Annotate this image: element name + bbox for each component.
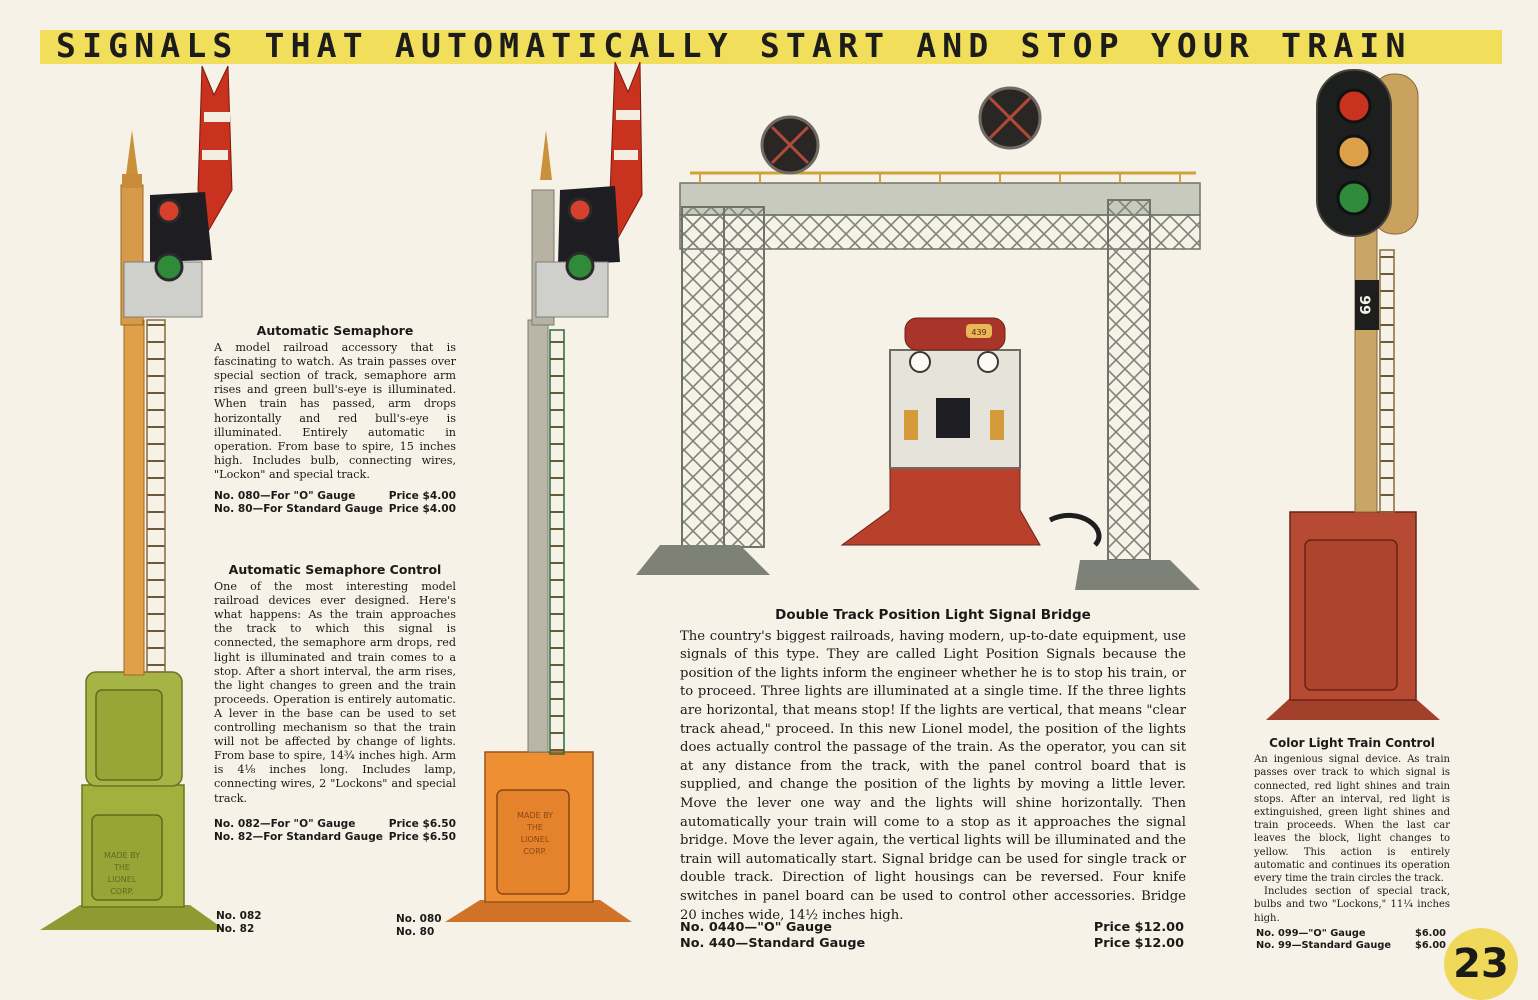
- price-row: No. 82—For Standard Gauge Price $6.50: [214, 831, 456, 844]
- svg-text:MADE BY: MADE BY: [103, 851, 141, 860]
- automatic-semaphore-prices: [214, 490, 456, 516]
- signal-bridge-body: The country's biggest railroads, having modern, up-to-date equipment, use signals of this type. They are called Light Position Signals because the position of the lights inform the engineer whether he is to stop his train, or to proceed. Three lights are illuminated at a single time. If the three lights are horizontal, that means stop! If the lights are vertical, that means "clear track ahead," proceed. In this new Lionel model, the position of the lights does actually control the passage of the train. As the operator, you can sit at any distance from the track, with the panel control board that is supplied, and change the position of the lights by moving a little lever. Move the lever one way and the lights will shine horizontally. Then automatically your train will come to a stop as it approaches the signal bridge. Move the lever again, the vertical lights will be illuminated and the train will automatically start. Signal bridge can be used for single track or double track. Direction of light housings can be reversed. Four knife switches in panel board can be used to control other accessories. Bridge 20 inches wide, 14½ inches high.: [680, 628, 1186, 923]
- page-title: SIGNALS THAT AUTOMATICALLY START AND STOP YOUR TRAIN: [56, 26, 1412, 65]
- price-row: No. 99—Standard Gauge $6.00: [1256, 940, 1446, 951]
- left-signal-catalog-numbers: No. 082 No. 82: [216, 910, 262, 935]
- semaphore-control-body: One of the most interesting model railroad devices ever designed. Here's what happens: As the train approaches the track to which this signal is connected, the semaphore arm drops, red light is illuminated and train comes to a stop. After a short interval, the arm rises, the light changes to green and the train proceeds. Operation is entirely automatic. A lever in the base can be used to set controlling mechanism so that the train will not be affected by change of lights. From base to spire, 14¾ inches high. Arm is 4⅛ inches long. Includes lamp, connecting wires, 2 "Lockons" and special track.: [214, 580, 456, 805]
- svg-text:CORP.: CORP.: [523, 847, 547, 856]
- svg-text:THE: THE: [527, 823, 543, 832]
- semaphore-control-illustration: [40, 66, 232, 930]
- semaphore-control-heading: Automatic Semaphore Control: [228, 562, 442, 577]
- semaphore-control-prices: [214, 818, 456, 844]
- price-row: No. 082—For "O" Gauge Price $6.50: [214, 818, 456, 830]
- automatic-semaphore-heading: Automatic Semaphore: [256, 323, 414, 338]
- price-row: No. 440—Standard Gauge Price $12.00: [680, 936, 1184, 951]
- color-light-prices: [1256, 928, 1446, 952]
- panel-badge: 439: [971, 328, 987, 337]
- color-light-heading: Color Light Train Control: [1269, 736, 1435, 750]
- signal-bridge-prices: [680, 920, 1184, 952]
- signal-number-plate: 99: [1356, 295, 1372, 315]
- signal-bridge-copy: [680, 606, 1186, 925]
- svg-text:THE: THE: [114, 863, 130, 872]
- svg-text:LIONEL: LIONEL: [107, 875, 137, 884]
- automatic-semaphore-illustration: [445, 62, 642, 922]
- color-light-includes: Includes section of special track, bulbs and two "Lockons," 11¼ inches high.: [1254, 886, 1450, 924]
- signal-bridge-heading: Double Track Position Light Signal Bridge: [775, 607, 1091, 623]
- control-panel-illustration: [842, 318, 1099, 545]
- color-light-signal-illustration: [1266, 70, 1440, 720]
- color-light-copy: [1254, 737, 1450, 925]
- svg-text:LIONEL: LIONEL: [520, 835, 550, 844]
- middle-signal-catalog-numbers: No. 080 No. 80: [396, 913, 442, 938]
- page-number: 23: [1444, 928, 1518, 1000]
- color-light-body: An ingenious signal device. As train passes over track to which signal is connected, red light shines and train stops. After an interval, red light is extinguished, green light shines and train proceeds. When the last car leaves the block, light changes to yellow. This action is entirely automatic and continues its operation every time the train circles the track.: [1254, 754, 1450, 885]
- semaphore-control-copy: [214, 563, 456, 806]
- price-row: No. 080—For "O" Gauge Price $4.00: [214, 490, 456, 502]
- svg-text:MADE BY: MADE BY: [516, 811, 554, 820]
- price-row: No. 0440—"O" Gauge Price $12.00: [680, 920, 1184, 935]
- price-row: No. 099—"O" Gauge $6.00: [1256, 928, 1446, 939]
- price-row: No. 80—For Standard Gauge Price $4.00: [214, 503, 456, 516]
- automatic-semaphore-body: A model railroad accessory that is fascinating to watch. As train passes over special section of track, semaphore arm rises and green bull's-eye is illuminated. When train has passed, arm drops horizontally and red bull's-eye is illuminated. Entirely automatic in operation. From base to spire, 15 inches high. Includes bulb, connecting wires, "Lockon" and special track.: [214, 341, 456, 481]
- svg-text:CORP.: CORP.: [110, 887, 134, 896]
- automatic-semaphore-copy: [214, 324, 456, 482]
